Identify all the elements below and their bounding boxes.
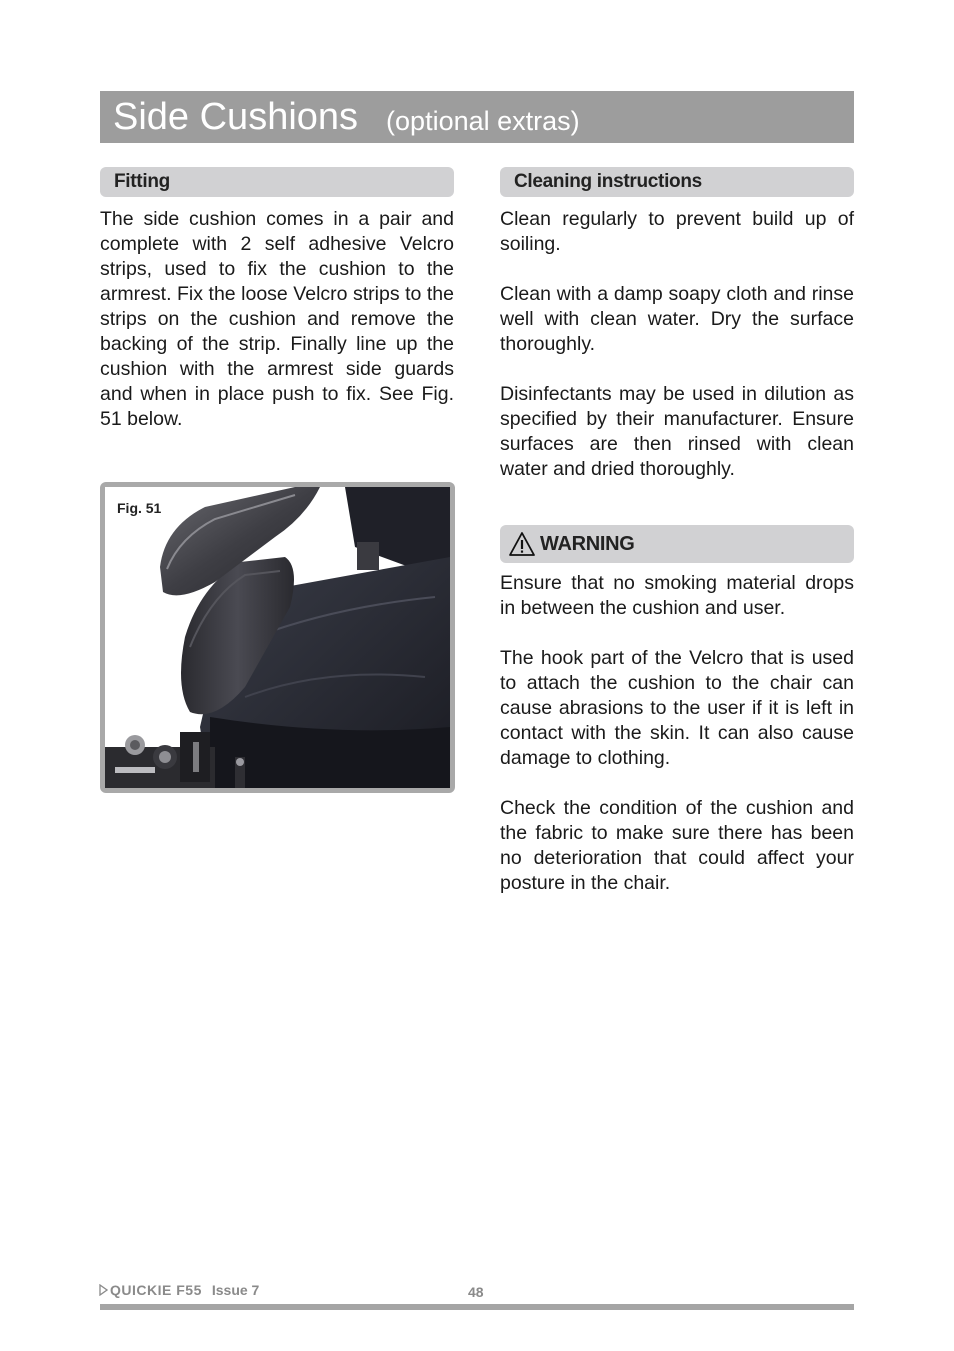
- figure-51: [100, 482, 455, 793]
- warning-paragraph-3: Check the condition of the cushion and the fabric to make sure there has been no deterioration that could affect your posture in the chair.: [500, 797, 854, 894]
- cleaning-heading: Cleaning instructions: [514, 171, 702, 192]
- wheelchair-side-cushion-photo: [105, 487, 450, 788]
- fitting-paragraph: The side cushion comes in a pair and complete with 2 self adhesive Velcro strips, used to fix the cushion to the armrest. Fix the loose Velcro strips to the strips on the cushion and remove the backing of the strip. Finally line up the cushion with the armrest side guards and when in place push to fix. See Fig. 51 below.: [100, 208, 454, 430]
- fitting-heading-bar: [100, 167, 454, 197]
- brand-name: QUICKIE F55: [110, 1282, 202, 1298]
- page-subtitle: (optional extras): [386, 105, 580, 136]
- page-title-bar: [100, 91, 854, 143]
- issue-label: Issue 7: [211, 1282, 260, 1298]
- warning-triangle-icon: [508, 531, 536, 557]
- page-title: Side Cushions: [113, 96, 359, 138]
- warning-paragraph-2: The hook part of the Velcro that is used to attach the cushion to the chair can cause abrasions to the user if it is left in contact with the skin. It can also cause damage to clothing.: [500, 647, 854, 769]
- footer-divider: [100, 1304, 854, 1310]
- cleaning-text: [500, 207, 854, 482]
- figure-label: Fig. 51: [117, 500, 162, 516]
- play-triangle-icon: [99, 1284, 108, 1296]
- cleaning-paragraph-3: Disinfectants may be used in dilution as specified by their manufacturer. Ensure surfaces are then rinsed with clean water and dried thoroughly.: [500, 383, 854, 480]
- cleaning-paragraph-1: Clean regularly to prevent build up of soiling.: [500, 208, 854, 255]
- fitting-text: [100, 207, 454, 432]
- page-number: 48: [468, 1284, 484, 1300]
- warning-heading-bar: [500, 525, 854, 563]
- fitting-heading: Fitting: [114, 171, 170, 192]
- figure-image-area: [105, 487, 450, 788]
- warning-heading: WARNING: [540, 532, 635, 555]
- cleaning-paragraph-2: Clean with a damp soapy cloth and rinse well with clean water. Dry the surface thoroughly.: [500, 283, 854, 355]
- footer-brand: [99, 1282, 259, 1298]
- warning-paragraph-1: Ensure that no smoking material drops in between the cushion and user.: [500, 572, 854, 619]
- warning-text: [500, 571, 854, 896]
- cleaning-heading-bar: [500, 167, 854, 197]
